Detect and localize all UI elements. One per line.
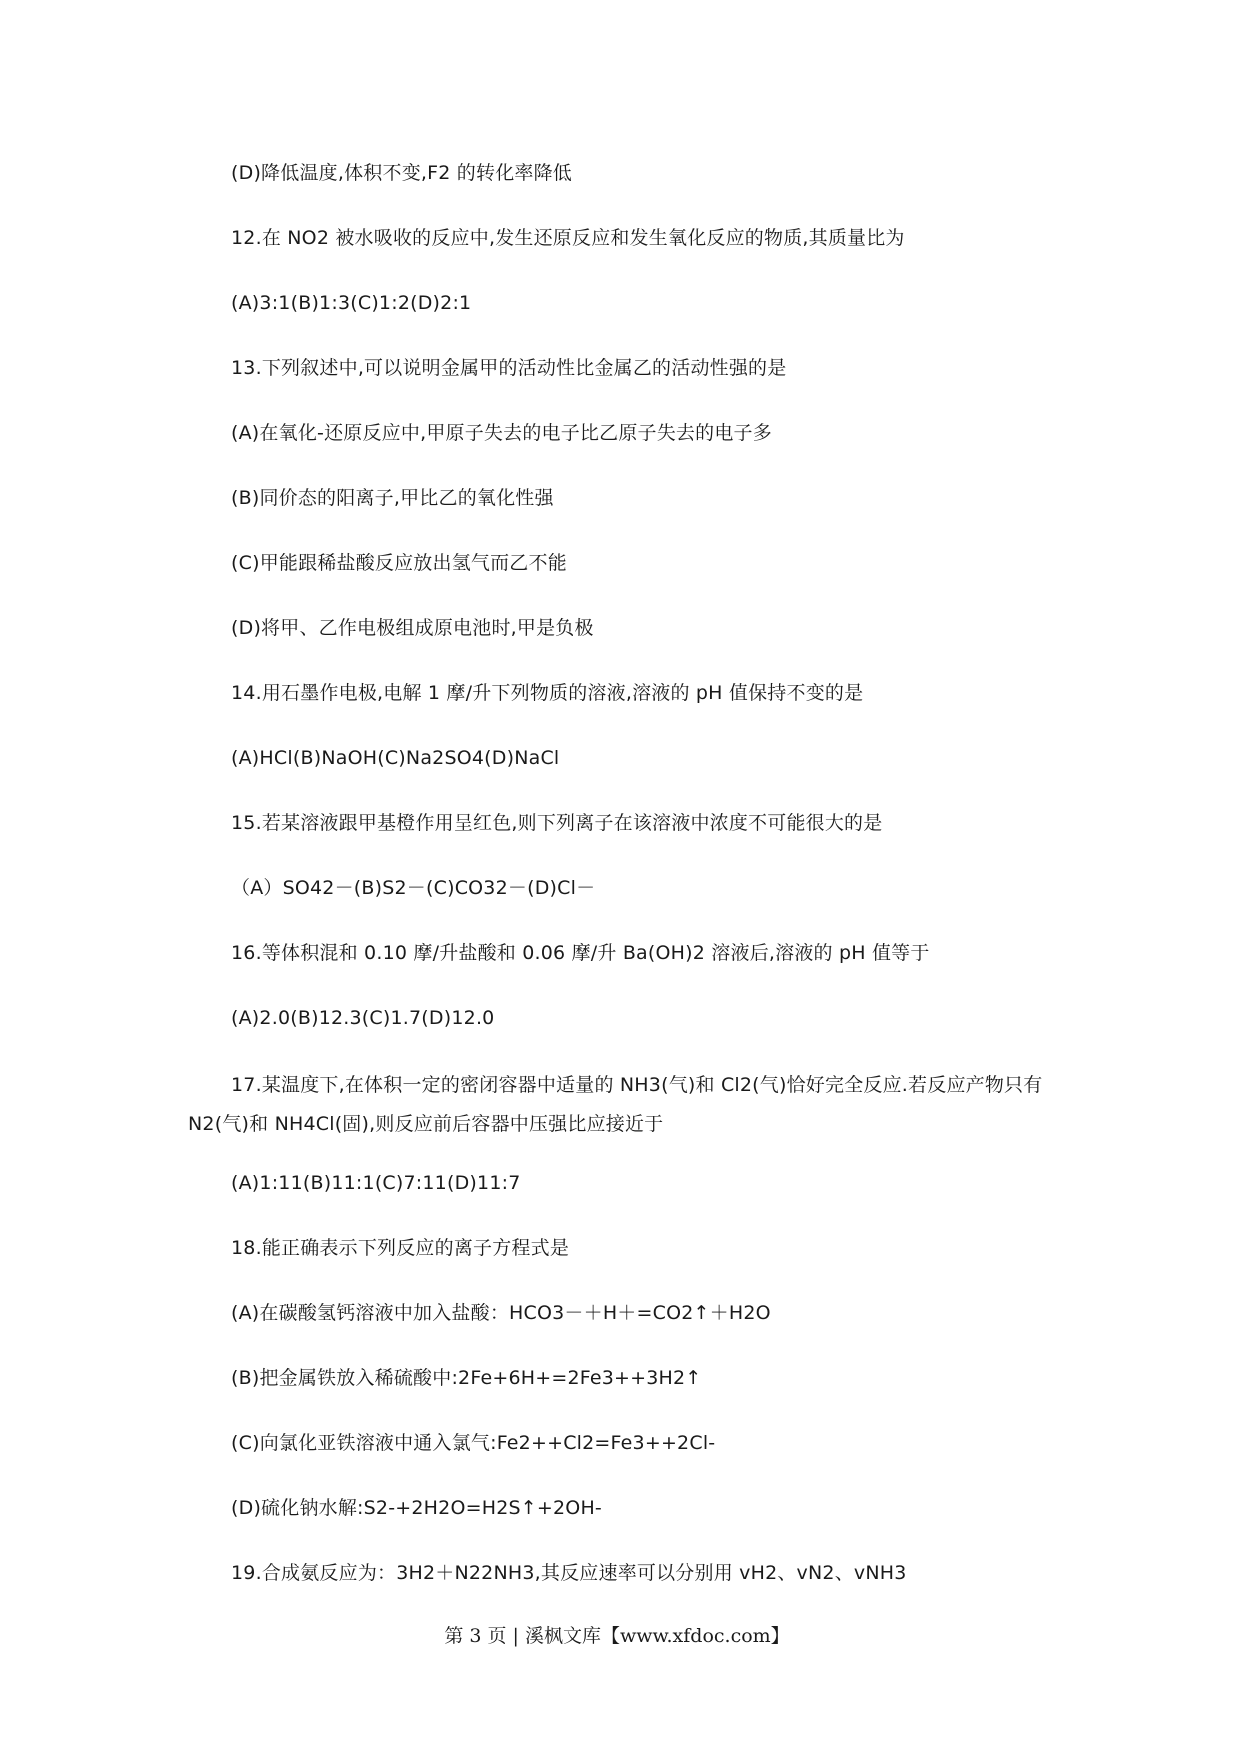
option-11-d: (D)降低温度,体积不变,F2 的转化率降低 xyxy=(231,162,572,184)
option-13-a: (A)在氧化-还原反应中,甲原子失去的电子比乙原子失去的电子多 xyxy=(231,422,772,444)
option-18-a: (A)在碳酸氢钙溶液中加入盐酸：HCO3－＋H＋=CO2↑＋H2O xyxy=(231,1302,771,1324)
question-16: 16.等体积混和 0.10 摩/升盐酸和 0.06 摩/升 Ba(OH)2 溶液后,溶液的 pH 值等于 xyxy=(231,942,930,964)
option-13-d: (D)将甲、乙作电极组成原电池时,甲是负极 xyxy=(231,617,594,639)
option-13-c: (C)甲能跟稀盐酸反应放出氢气而乙不能 xyxy=(231,552,567,574)
question-17: 17.某温度下,在体积一定的密闭容器中适量的 NH3(气)和 Cl2(气)恰好完全反应.若反应产物只有 N2(气)和 NH4Cl(固),则反应前后容器中压强比应接近于 xyxy=(188,1074,1043,1135)
options-12: (A)3:1(B)1:3(C)1:2(D)2:1 xyxy=(231,292,472,314)
question-19: 19.合成氨反应为：3H2＋N22NH3,其反应速率可以分别用 vH2、vN2、vNH3 xyxy=(231,1562,907,1584)
page-footer: 第 3 页 | 溪枫文库【www.xfdoc.com】 xyxy=(444,1625,790,1647)
question-15: 15.若某溶液跟甲基橙作用呈红色,则下列离子在该溶液中浓度不可能很大的是 xyxy=(231,812,883,834)
question-13: 13.下列叙述中,可以说明金属甲的活动性比金属乙的活动性强的是 xyxy=(231,357,787,379)
option-18-b: (B)把金属铁放入稀硫酸中:2Fe+6H+=2Fe3++3H2↑ xyxy=(231,1367,702,1389)
options-17: (A)1:11(B)11:1(C)7:11(D)11:7 xyxy=(231,1172,521,1194)
option-13-b: (B)同价态的阳离子,甲比乙的氧化性强 xyxy=(231,487,554,509)
options-15: （A）SO42－(B)S2－(C)CO32－(D)Cl－ xyxy=(231,877,596,899)
question-18: 18.能正确表示下列反应的离子方程式是 xyxy=(231,1237,570,1259)
options-16: (A)2.0(B)12.3(C)1.7(D)12.0 xyxy=(231,1007,495,1029)
question-12: 12.在 NO2 被水吸收的反应中,发生还原反应和发生氧化反应的物质,其质量比为 xyxy=(231,227,905,249)
option-18-c: (C)向氯化亚铁溶液中通入氯气:Fe2++Cl2=Fe3++2Cl- xyxy=(231,1432,716,1454)
question-14: 14.用石墨作电极,电解 1 摩/升下列物质的溶液,溶液的 pH 值保持不变的是 xyxy=(231,682,864,704)
options-14: (A)HCl(B)NaOH(C)Na2SO4(D)NaCl xyxy=(231,747,560,769)
option-18-d: (D)硫化钠水解:S2-+2H2O=H2S↑+2OH- xyxy=(231,1497,602,1519)
